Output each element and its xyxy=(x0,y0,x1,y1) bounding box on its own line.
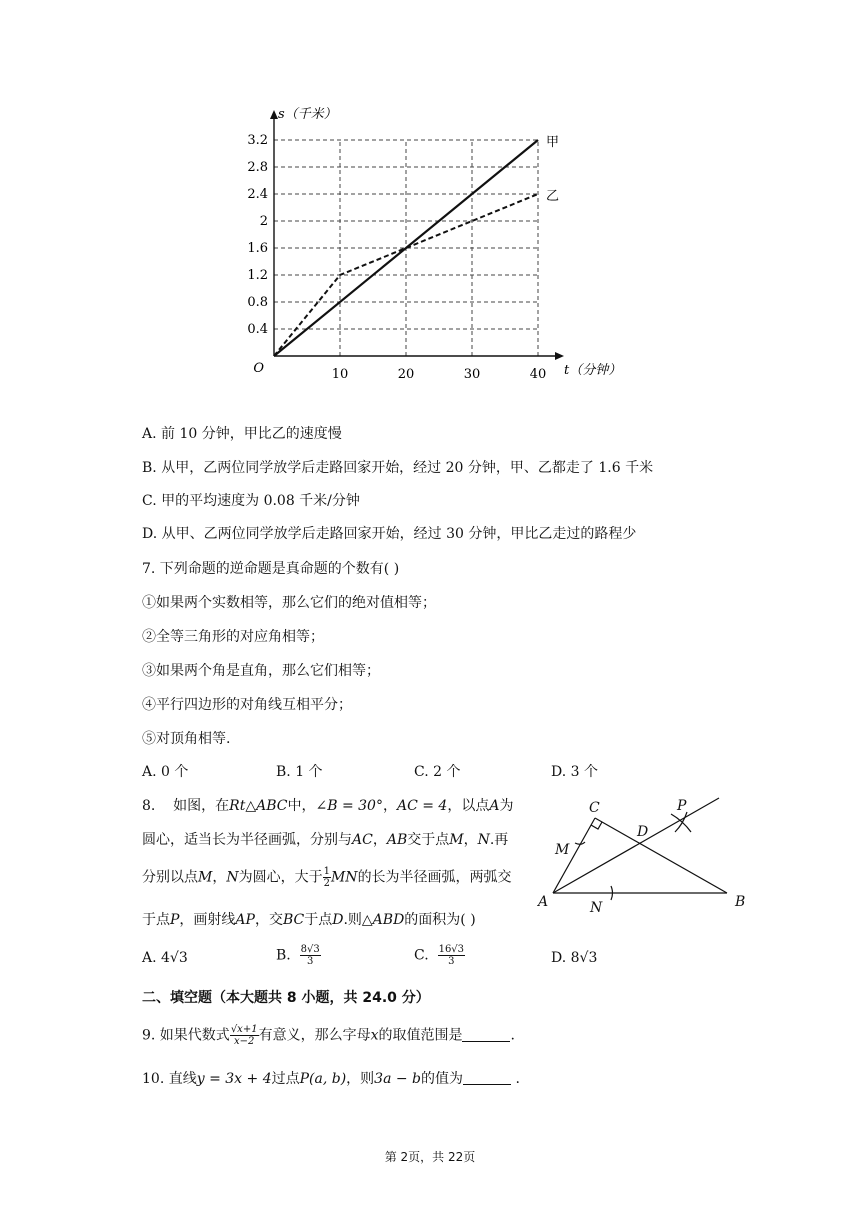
q8-option-d: D. 8√3 xyxy=(551,950,598,966)
answer-blank-q9 xyxy=(462,1027,510,1042)
distance-time-chart xyxy=(247,100,622,390)
page-footer: 第 2页，共 22页 xyxy=(384,1150,476,1164)
q8-option-b: B. $\frac{8√3}{3}$ xyxy=(276,944,320,967)
q7-item-2: ②全等三角形的对应角相等； xyxy=(142,629,324,645)
q9: 9. 如果代数式 $\frac{√x+1}{x-2}$ 有意义，那么字母x的取值范围是 . xyxy=(142,1024,515,1047)
label-b: B xyxy=(735,894,746,910)
label-a: A xyxy=(538,894,549,910)
fraction-expression: $\frac{√x+1}{x-2}$ xyxy=(230,1024,258,1047)
x-tick-label: 20 xyxy=(397,367,415,382)
series-label-1: 甲 xyxy=(546,135,560,150)
q7-item-5: ⑤对顶角相等. xyxy=(142,731,231,747)
x-axis-label: t（分钟） xyxy=(564,363,622,378)
side-cb xyxy=(595,818,727,893)
arc-m xyxy=(575,842,585,844)
q7-option-d: D. 3 个 xyxy=(551,764,598,780)
ray-ap xyxy=(553,798,719,893)
y-axis-label: s（千米） xyxy=(278,107,337,122)
answer-blank-q10 xyxy=(463,1070,511,1085)
y-tick-label: 1.6 xyxy=(247,241,268,256)
q6-option-a: A. 前 10 分钟，甲比乙的速度慢 xyxy=(142,426,342,442)
arc-p1 xyxy=(671,814,691,832)
label-n: N xyxy=(590,900,603,916)
q8-line-4: 于点P，画射线AP，交BC于点D.则△ABD的面积为( ) xyxy=(142,912,476,928)
section-heading-fill-in: 二、填空题（本大题共 8 小题，共 24.0 分） xyxy=(142,990,430,1006)
label-p: P xyxy=(677,798,687,814)
label-c: C xyxy=(589,800,600,816)
origin-label: O xyxy=(253,361,264,376)
q10: 10. 直线y = 3x + 4过点P(a, b)，则3a − b的值为 . xyxy=(142,1071,520,1087)
q7-stem: 7. 下列命题的逆命题是真命题的个数有( ) xyxy=(142,561,400,577)
q7-option-b: B. 1 个 xyxy=(276,764,323,780)
q8-line-3: 分别以点M，N为圆心，大于 $\frac{1}{2}$ MN的长为半径画弧，两弧交 xyxy=(142,866,512,889)
q7-option-c: C. 2 个 xyxy=(414,764,461,780)
y-tick-label: 2.4 xyxy=(247,187,268,202)
x-axis-arrow xyxy=(555,352,564,360)
x-tick-label: 30 xyxy=(463,367,481,382)
y-tick-label: 2.8 xyxy=(247,160,268,175)
y-tick-label: 3.2 xyxy=(247,133,268,148)
fraction-half: $\frac{1}{2}$ xyxy=(323,866,330,889)
q7-item-1: ①如果两个实数相等，那么它们的绝对值相等； xyxy=(142,595,436,611)
q6-option-d: D. 从甲、乙两位同学放学后走路回家开始，经过 30 分钟，甲比乙走过的路程少 xyxy=(142,526,637,542)
y-tick-label: 1.2 xyxy=(247,268,268,283)
q6-option-c: C. 甲的平均速度为 0.08 千米/分钟 xyxy=(142,493,360,509)
q8-option-a: A. 4√3 xyxy=(142,950,188,966)
y-axis-arrow xyxy=(270,110,278,119)
series-label-2: 乙 xyxy=(546,189,560,204)
label-d: D xyxy=(637,824,649,840)
y-tick-label: 0.8 xyxy=(247,295,268,310)
label-m: M xyxy=(555,842,570,858)
q7-item-4: ④平行四边形的对角线互相平分； xyxy=(142,697,352,713)
triangle-figure xyxy=(535,788,760,916)
y-tick-label: 2 xyxy=(259,214,268,229)
q8-option-c: C. $\frac{16√3}{3}$ xyxy=(414,944,465,967)
q7-item-3: ③如果两个角是直角，那么它们相等； xyxy=(142,663,380,679)
y-tick-label: 0.4 xyxy=(247,322,268,337)
q8-line-1: 8. 如图，在Rt△ABC中，∠B = 30°，AC = 4，以点A为 xyxy=(142,798,514,814)
q7-option-a: A. 0 个 xyxy=(142,764,189,780)
x-tick-label: 40 xyxy=(529,367,547,382)
q8-line-2: 圆心，适当长为半径画弧，分别与AC，AB交于点M，N.再 xyxy=(142,832,509,848)
x-tick-label: 10 xyxy=(331,367,349,382)
q6-option-b: B. 从甲，乙两位同学放学后走路回家开始，经过 20 分钟，甲、乙都走了 1.6 千米 xyxy=(142,460,654,476)
